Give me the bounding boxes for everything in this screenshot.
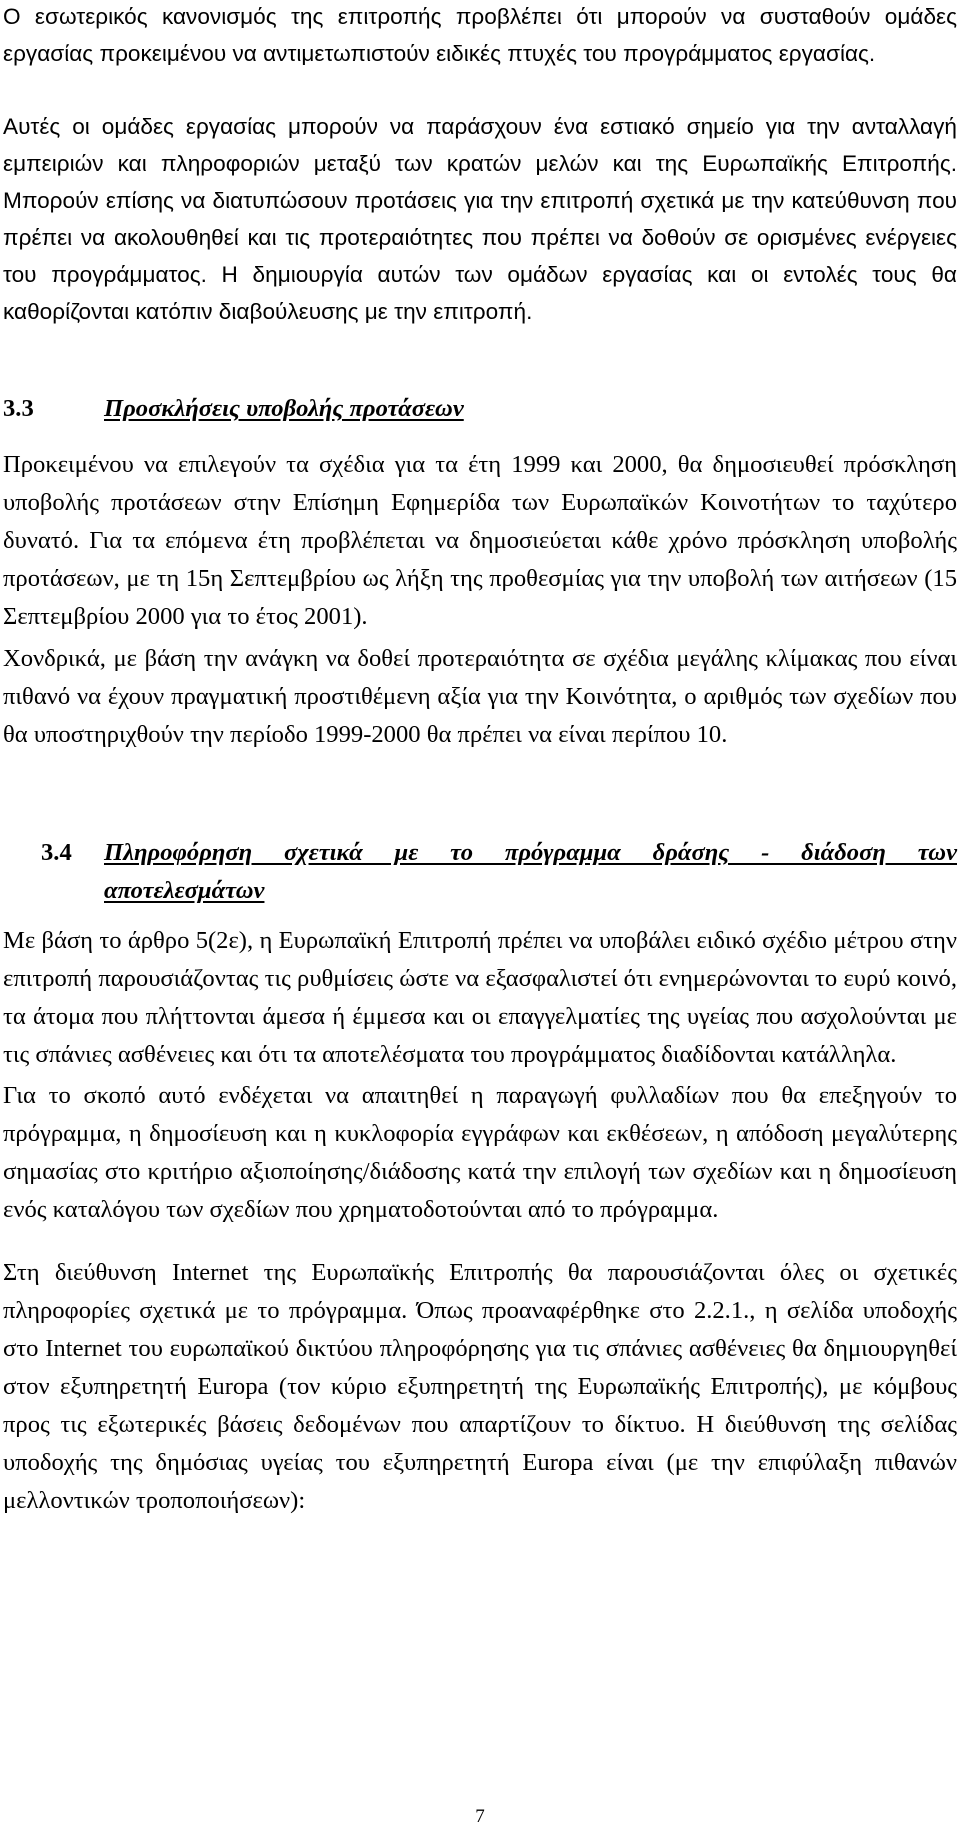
paragraph-calls-for-proposals: Προκειμένου να επιλεγούν τα σχέδια για τα έτη 1999 και 2000, θα δημοσιευθεί πρόσκληση υποβολής προτάσεων στην Επίσημη Εφημερίδα των Ευρωπαϊκών Κοινοτήτων το ταχύτερο δυνατό. Για τα επόμενα έτη προβλέπεται να δημοσιεύεται κάθε χρόνο πρόσκληση υποβολής προτάσεων, με τη 15η Σεπτεμβρίου ως λήξη της προθεσμίας για την υποβολή των αιτήσεων (15 Σεπτεμβρίου 2000 για το έτος 2001).	[3, 451, 957, 630]
paragraph-number-of-projects: Χονδρικά, με βάση την ανάγκη να δοθεί προτεραιότητα σε σχέδια μεγάλης κλίμακας που είναι πιθανό να έχουν πραγματική προστιθέμενη αξία για την Κοινότητα, ο αριθμός των σχεδίων που θα υποστηριχθούν την περίοδο 1999-2000 θα πρέπει να είναι περίπου 10.	[3, 645, 957, 748]
section-title-line-2: αποτελεσμάτων	[104, 877, 265, 904]
page-number: 7	[475, 1806, 485, 1827]
section-heading-3-4	[3, 834, 957, 910]
section-heading-3-3	[3, 390, 957, 428]
paragraph-dissemination: Για το σκοπό αυτό ενδέχεται να απαιτηθεί η παραγωγή φυλλαδίων που θα επεξηγούν το πρόγραμμα, η δημοσίευση και η κυκλοφορία εγγράφων και εκθέσεων, η απόδοση μεγαλύτερης σημασίας στο κριτήριο αξιοποίησης/διάδοσης κατά την επιλογή των σχεδίων και η δημοσίευση ενός καταλόγου των σχεδίων που χρηματοδοτούνται από το πρόγραμμα.	[3, 1082, 957, 1223]
paragraph-working-groups-role: Αυτές οι ομάδες εργασίας μπορούν να παράσχουν ένα εστιακό σημείο για την ανταλλαγή εμπειριών και πληροφοριών μεταξύ των κρατών μελών και της Ευρωπαϊκής Επιτροπής. Μπορούν επίσης να διατυπώσουν προτάσεις για την επιτροπή σχετικά με την κατεύθυνση που πρέπει να ακολουθηθεί και τις προτεραιότητες που πρέπει να δοθούν σε ορισμένες ενέργειες του προγράμματος. Η δημιουργία αυτών των ομάδων εργασίας και οι εντολές τους θα καθορίζονται κατόπιν διαβούλευσης με την επιτροπή.	[3, 114, 957, 324]
paragraph-internet-address: Στη διεύθυνση Internet της Ευρωπαϊκής Επιτροπής θα παρουσιάζονται όλες οι σχετικές πληροφορίες σχετικά με το πρόγραμμα. Όπως προαναφέρθηκε στο 2.2.1., η σελίδα υποδοχής στο Internet του ευρωπαϊκού δικτύου πληροφόρησης για τις σπάνιες ασθένειες θα δημιουργηθεί στον εξυπηρετητή Europa (τον κύριο εξυπηρετητή της Ευρωπαϊκής Επιτροπής), με κόμβους προς τις εξωτερικές βάσεις δεδομένων που απαρτίζουν το δίκτυο. Η διεύθυνση της σελίδας υποδοχής της δημόσιας υγείας του εξυπηρετητή Europa είναι (με την επιφύλαξη πιθανών μελλοντικών τροποποιήσεων):	[3, 1259, 957, 1514]
section-title-line-1: Πληροφόρηση σχετικά με το πρόγραμμα δράσης - διάδοση των	[104, 839, 957, 866]
section-number: 3.3	[3, 395, 34, 422]
section-title: Προσκλήσεις υποβολής προτάσεων	[104, 395, 464, 422]
paragraph-working-groups-intro: Ο εσωτερικός κανονισμός της επιτροπής προβλέπει ότι μπορούν να συσταθούν ομάδες εργασίας προκειμένου να αντιμετωπιστούν ειδικές πτυχές του προγράμματος εργασίας.	[3, 4, 957, 66]
paragraph-article-5: Με βάση το άρθρο 5(2ε), η Ευρωπαϊκή Επιτροπή πρέπει να υποβάλει ειδικό σχέδιο μέτρου στην επιτροπή παρουσιάζοντας τις ρυθμίσεις ώστε να εξασφαλιστεί ότι ενημερώνονται το ευρύ κοινό, τα άτομα που πλήττονται άμεσα ή έμμεσα και οι επαγγελματίες της υγείας που ασχολούνται με τις σπάνιες ασθένειες και ότι τα αποτελέσματα του προγράμματος διαδίδονται κατάλληλα.	[3, 927, 957, 1068]
section-number: 3.4	[41, 839, 72, 866]
